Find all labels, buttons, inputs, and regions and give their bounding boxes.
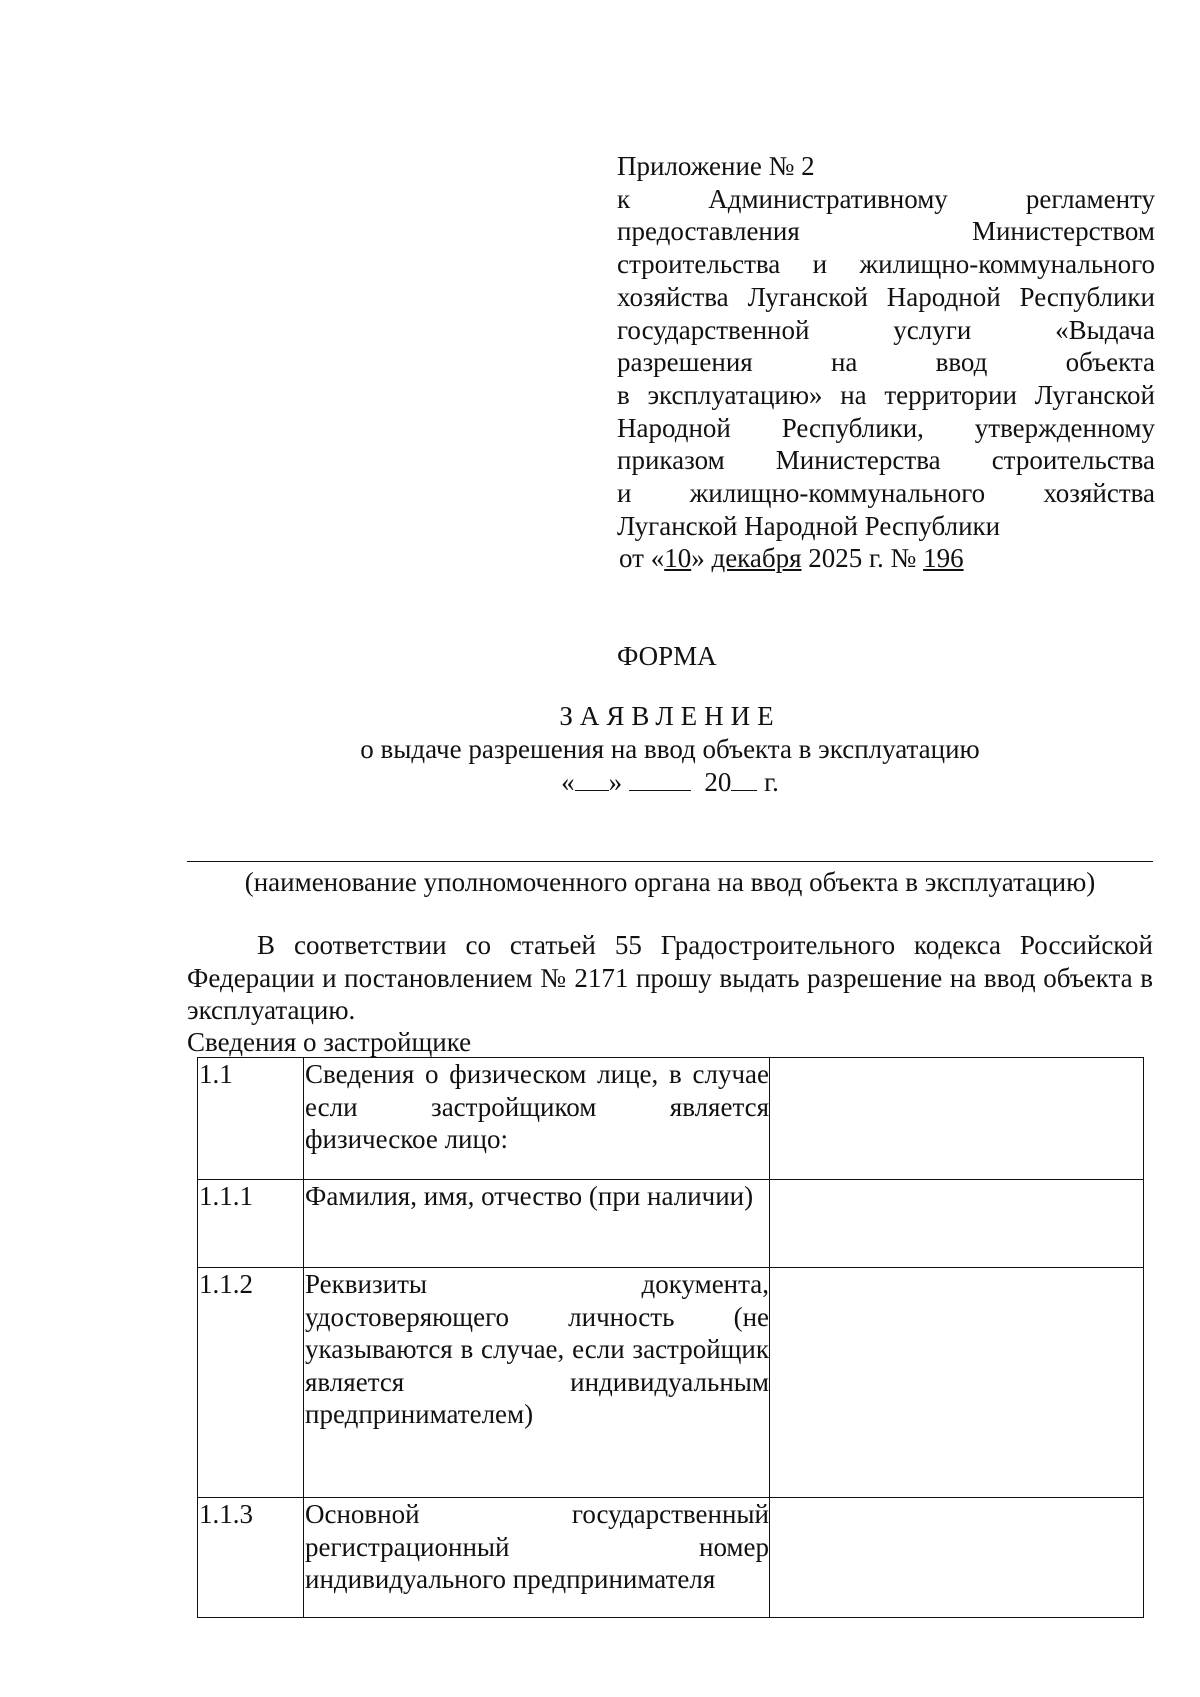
appendix-line: строительства и жилищно-коммунального — [617, 249, 1155, 280]
date-close-quote: » — [608, 767, 623, 797]
row-value-field[interactable] — [770, 1268, 1144, 1498]
document-title — [180, 700, 1160, 799]
appendix-line: приказом Министерства строительства — [617, 445, 1155, 476]
appendix-line: к Административному регламенту — [617, 183, 1155, 214]
row-number: 1.1.1 — [198, 1180, 304, 1268]
date-number: 196 — [923, 543, 964, 574]
appendix-title: Приложение № 2 — [617, 151, 815, 181]
appendix-line: Луганской Народной Республики — [617, 510, 1001, 541]
row-number: 1.1.2 — [198, 1268, 304, 1498]
date-year-prefix: 20 — [704, 767, 732, 797]
table-row — [198, 1180, 1144, 1268]
organ-caption: (наименование уполномоченного органа на ввод объекта в эксплуатацию) — [244, 867, 1096, 897]
appendix-line: и жилищно-коммунального хозяйства — [617, 478, 1155, 509]
day-blank — [575, 766, 609, 791]
table-row — [198, 1268, 1144, 1498]
form-label: ФОРМА — [617, 641, 717, 671]
table-row — [198, 1058, 1144, 1180]
title-subtitle: о выдаче разрешения на ввод объекта в эксплуатацию — [360, 734, 980, 764]
table-row — [198, 1498, 1144, 1618]
title-date-line — [180, 766, 1160, 799]
date-prefix: от « — [619, 543, 665, 574]
appendix-line: в эксплуатацию» на территории Луганской — [617, 379, 1155, 410]
date-open-quote: « — [561, 767, 575, 797]
date-day: 10 — [664, 543, 692, 574]
row-value-field[interactable] — [770, 1058, 1144, 1180]
row-number: 1.1.3 — [198, 1498, 304, 1618]
row-label: Реквизиты документа, удостоверяющего личность (не указываются в случае, если застройщик является индивидуальным предпринимателем) — [304, 1268, 770, 1498]
row-number: 1.1 — [198, 1058, 304, 1180]
year-blank — [731, 766, 757, 791]
appendix-line: предоставления Министерством — [617, 216, 1155, 247]
date-month: декабря — [711, 543, 802, 574]
row-label: Фамилия, имя, отчество (при наличии) — [304, 1180, 770, 1268]
month-blank — [629, 766, 691, 791]
section-title: Сведения о застройщике — [187, 1027, 472, 1057]
row-value-field[interactable] — [770, 1498, 1144, 1618]
body-paragraph: В соответствии со статьей 55 Градостроительного кодекса Российской Федерации и постановлением № 2171 прошу выдать разрешение на ввод объекта в эксплуатацию. — [187, 930, 1153, 1025]
appendix-line: Народной Республики, утвержденному — [617, 412, 1155, 443]
developer-info-table — [197, 1057, 1144, 1618]
row-label: Сведения о физическом лице, в случае если застройщиком является физическое лицо: — [304, 1058, 770, 1180]
appendix-line: хозяйства Луганской Народной Республики — [617, 281, 1155, 312]
appendix-line: государственной услуги «Выдача — [617, 314, 1155, 345]
appendix-date — [619, 542, 1155, 575]
row-label: Основной государственный регистрационный номер индивидуального предпринимателя — [304, 1498, 770, 1618]
row-value-field[interactable] — [770, 1180, 1144, 1268]
organ-name-line — [187, 861, 1153, 862]
date-suffix: г. — [764, 767, 779, 797]
appendix-block — [617, 150, 1155, 575]
date-mid: » — [691, 543, 712, 574]
title-heading: ЗАЯВЛЕНИЕ — [559, 701, 781, 731]
date-year: 2025 г. № — [801, 543, 924, 574]
appendix-line: разрешения на ввод объекта — [617, 347, 1155, 378]
